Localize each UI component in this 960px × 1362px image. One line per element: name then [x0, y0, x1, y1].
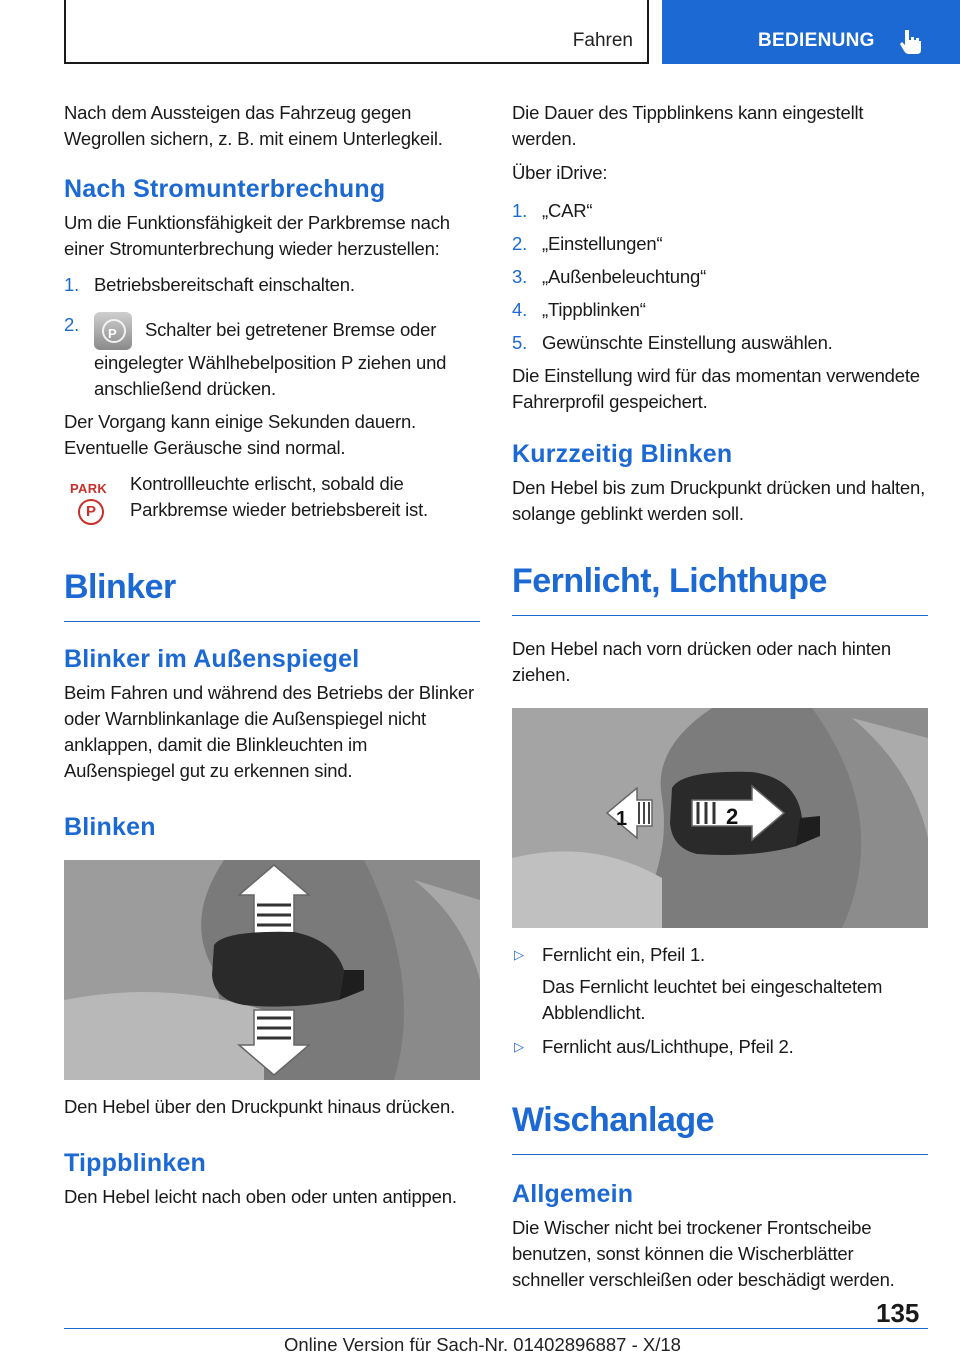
step-number: 5. — [512, 332, 528, 353]
step-number: 1. — [512, 200, 528, 221]
step-number: 4. — [512, 299, 528, 320]
steps-list — [64, 272, 480, 402]
page-number: 135 — [876, 1298, 920, 1328]
idrive-steps-list — [512, 198, 928, 356]
list-item — [512, 231, 928, 257]
heading-blinken: Blinken — [64, 813, 156, 841]
heading-tippblinken: Tippblinken — [64, 1149, 207, 1177]
list-item — [512, 297, 928, 323]
park-warning-label: PARK — [70, 481, 108, 496]
list-item — [512, 1034, 928, 1060]
paragraph-blinken: Den Hebel über den Druckpunkt hinaus drücken. — [64, 1096, 456, 1117]
step-text: Schalter bei getretener Bremse oder eingelegter Wählhebelposition P ziehen und anschließend drücken. — [94, 319, 447, 399]
triangle-bullet-icon: ▷ — [514, 947, 524, 962]
paragraph-kurzzeitig: Den Hebel bis zum Druckpunkt drücken und halten, solange geblinkt werden soll. — [512, 477, 926, 524]
list-item — [512, 198, 928, 224]
list-item — [512, 942, 928, 1026]
heading-aussenspiegel: Blinker im Außenspiegel — [64, 645, 360, 673]
paragraph-kontrollleuchte: Kontrollleuchte erlischt, sobald die Parkbremse wieder betriebsbereit ist. — [130, 473, 428, 520]
step-text: Betriebsbereitschaft einschalten. — [94, 274, 355, 295]
footer-divider — [64, 1328, 928, 1329]
step-number: 1. — [64, 274, 80, 295]
step-number: 2. — [512, 233, 528, 254]
paragraph-stromunterbrechung: Um die Funktionsfähigkeit der Parkbremse nach einer Stromunterbrechung wieder herzustellen: — [64, 212, 450, 259]
step-text: „CAR“ — [542, 200, 593, 221]
heading-wischanlage: Wischanlage — [512, 1101, 715, 1139]
bullet-subtext: Das Fernlicht leuchtet bei eingeschaltetem Abblendlicht. — [542, 976, 883, 1023]
parking-brake-switch-icon: P — [94, 312, 132, 350]
intro-paragraph: Nach dem Aussteigen das Fahrzeug gegen Wegrollen sichern, z. B. mit einem Unterlegkeil. — [64, 102, 443, 149]
heading-allgemein: Allgemein — [512, 1180, 634, 1208]
paragraph-gespeichert: Die Einstellung wird für das momentan verwendete Fahrerprofil gespeichert. — [512, 365, 920, 412]
triangle-bullet-icon: ▷ — [514, 1039, 524, 1054]
paragraph-idrive: Über iDrive: — [512, 162, 608, 183]
left-column — [64, 100, 480, 1210]
step-number: 3. — [512, 266, 528, 287]
paragraph-fernlicht: Den Hebel nach vorn drücken oder nach hinten ziehen. — [512, 638, 891, 685]
step-text: Gewünschte Einstellung auswählen. — [542, 332, 833, 353]
step-text: „Außenbeleuchtung“ — [542, 266, 707, 287]
high-beam-lever-photo — [512, 708, 928, 928]
hand-pointer-icon — [896, 26, 926, 56]
arrow-2-label: 2 — [726, 804, 739, 829]
arrow-1-label: 1 — [616, 808, 628, 830]
bullet-text: Fernlicht ein, Pfeil 1. — [542, 944, 706, 965]
park-warning-icon: PARK P — [68, 481, 114, 527]
list-item — [512, 330, 928, 356]
heading-kurzzeitig: Kurzzeitig Blinken — [512, 440, 733, 468]
paragraph-dauer: Die Dauer des Tippblinkens kann eingestellt werden. — [512, 102, 864, 149]
heading-fernlicht: Fernlicht, Lichthupe — [512, 562, 827, 600]
header-section-label: Fahren — [572, 30, 633, 51]
header-chapter-label: BEDIENUNG — [758, 30, 875, 51]
park-warning-block — [64, 471, 480, 523]
header-chapter-tab — [662, 0, 960, 64]
paragraph-vorgang: Der Vorgang kann einige Sekunden dauern. Eventuelle Geräusche sind normal. — [64, 411, 416, 458]
step-text: „Einstellungen“ — [542, 233, 663, 254]
heading-divider — [512, 1154, 928, 1155]
paragraph-tippblinken: Den Hebel leicht nach oben oder unten antippen. — [64, 1186, 457, 1207]
list-item — [512, 264, 928, 290]
right-column — [512, 100, 928, 1293]
list-item — [64, 272, 480, 298]
turn-signal-lever-photo — [64, 860, 480, 1080]
step-number: 2. — [64, 314, 80, 335]
heading-divider — [64, 621, 480, 622]
bullet-text: Fernlicht aus/Lichthupe, Pfeil 2. — [542, 1036, 794, 1057]
header-section-tab — [64, 0, 649, 64]
heading-blinker: Blinker — [64, 568, 176, 606]
paragraph-allgemein: Die Wischer nicht bei trockener Frontscheibe benutzen, sonst können die Wischerblätter schneller verschleißen oder beschädigt werden. — [512, 1217, 895, 1290]
heading-stromunterbrechung: Nach Stromunterbrechung — [64, 175, 386, 203]
list-item — [64, 312, 480, 402]
high-beam-lever-illustration — [512, 708, 928, 928]
paragraph-aussenspiegel: Beim Fahren und während des Betriebs der Blinker oder Warnblinkanlage die Außenspiegel nicht anklappen, damit die Blinkleuchten im Außenspiegel gut zu erkennen sind. — [64, 682, 474, 781]
heading-divider — [512, 615, 928, 616]
footer-version-text: Online Version für Sach-Nr. 01402896887 - X/18 — [284, 1334, 681, 1355]
high-beam-bullets — [512, 942, 928, 1060]
step-text: „Tippblinken“ — [542, 299, 646, 320]
turn-signal-lever-illustration — [64, 860, 480, 1080]
